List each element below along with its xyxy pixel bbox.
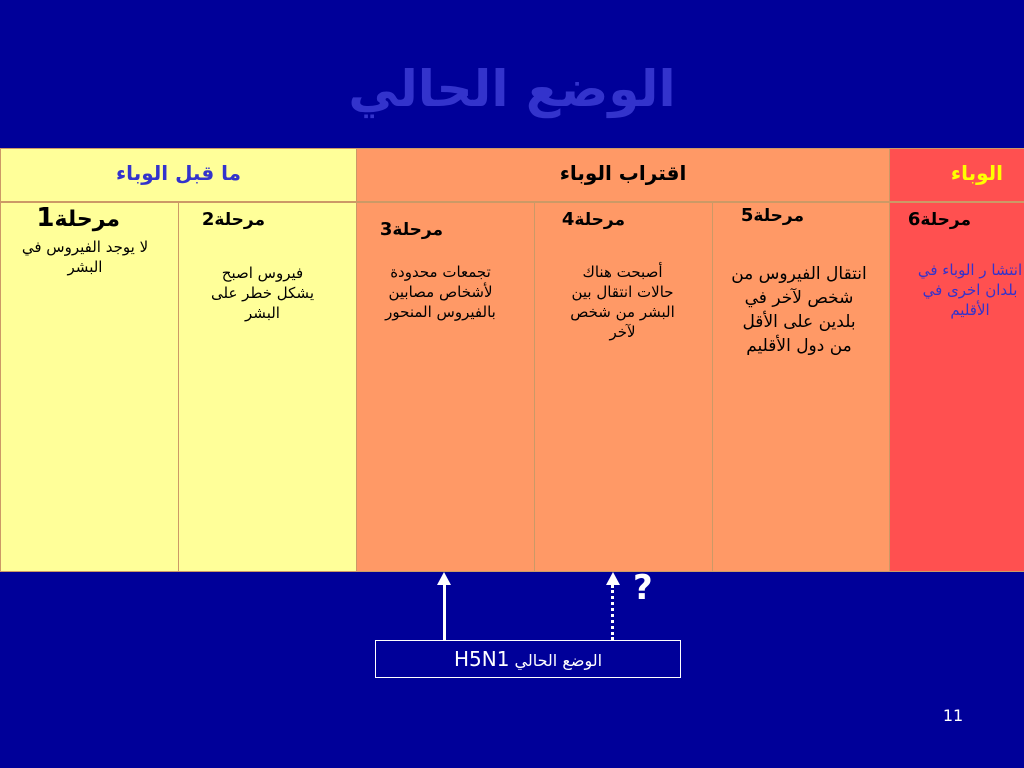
- page-title: الوضع الحالي: [348, 60, 676, 118]
- stage-6-description: انتشا ر الوباء في بلدان اخرى في الأقليم: [917, 261, 1023, 319]
- dotted-arrow-head: [606, 572, 620, 585]
- status-text: الوضع الحالي: [514, 651, 603, 670]
- stage-3-cell: [356, 202, 535, 572]
- stage-2-label: مرحلة2: [201, 209, 265, 230]
- header-pandemic: الوباء: [889, 148, 1024, 202]
- question-mark: ?: [633, 568, 653, 608]
- dotted-arrow: [611, 585, 614, 640]
- header-pre-pandemic: ما قبل الوباء: [0, 148, 357, 202]
- stage-5-label: مرحلة5: [740, 205, 804, 226]
- solid-arrow-head: [437, 572, 451, 585]
- stage-2-description: فيروس اصبح يشكل خطر على البشر: [210, 264, 314, 322]
- stage-6-label: مرحلة6: [907, 209, 971, 230]
- pandemic-phase-table: [0, 148, 1024, 572]
- stage-5-description: انتقال الفيروس من شخص لآخر في بلدين على الأقل من دول الأقليم: [731, 264, 867, 356]
- page-number: 11: [942, 706, 964, 725]
- current-status-box: [375, 640, 681, 678]
- stage-3-description: تجمعات محدودة لأشخاص مصابين بالفيروس المنحور: [385, 263, 496, 321]
- stage-4-description: أصبحت هناك حالات انتقال بين البشر من شخص لآخر: [570, 263, 675, 341]
- stage-4-cell: [534, 202, 713, 572]
- stage-1-label: مرحلة1: [36, 203, 120, 233]
- stage-2-cell: [178, 202, 357, 572]
- stage-3-label: مرحلة3: [379, 219, 443, 240]
- header-near-pandemic: اقتراب الوباء: [356, 148, 890, 202]
- status-code: H5N1: [453, 647, 510, 671]
- stage-1-description: لا يوجد الفيروس في البشر: [21, 238, 149, 276]
- stage-5-cell: [712, 202, 890, 572]
- solid-arrow: [443, 585, 446, 640]
- stage-6-cell: [889, 202, 1024, 572]
- stage-4-label: مرحلة4: [561, 209, 625, 230]
- stage-1-cell: [0, 202, 179, 572]
